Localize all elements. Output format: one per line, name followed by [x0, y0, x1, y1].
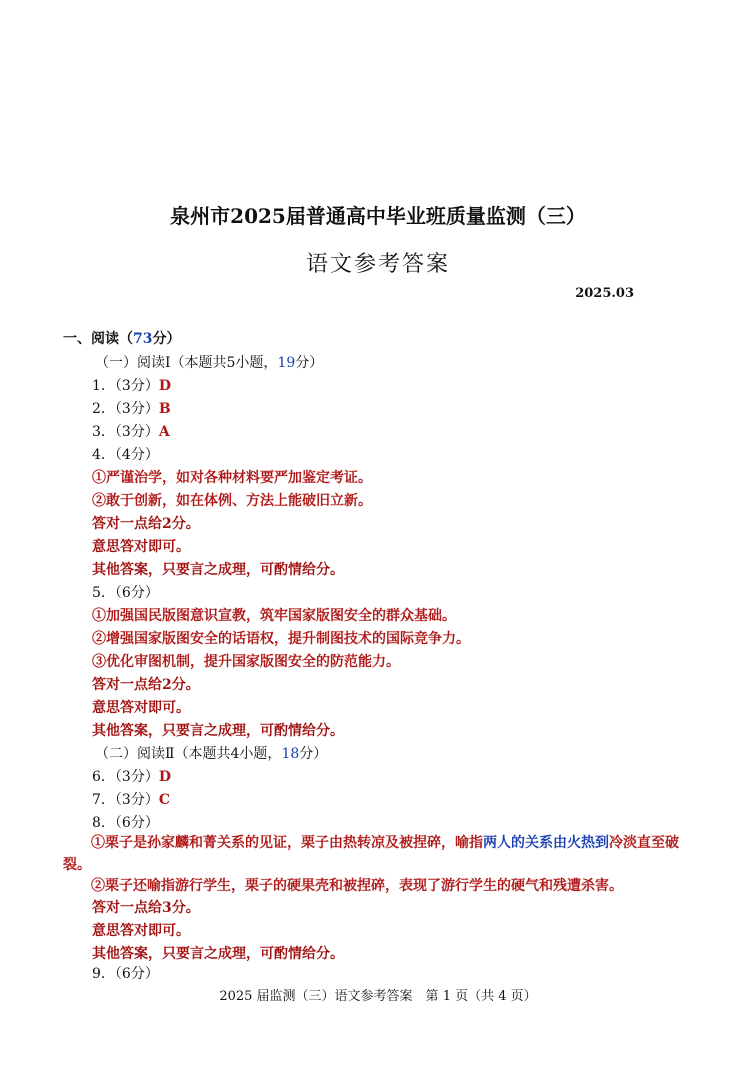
- answer-2: B: [158, 401, 171, 417]
- answer-6: D: [158, 769, 171, 785]
- page-subtitle: 语文参考答案: [305, 252, 450, 277]
- q8-note-2: 意思答对即可。: [92, 923, 190, 939]
- q4-note-3: 其他答案，只要言之成理，可酌情给分。: [92, 562, 344, 578]
- q4-point-1: ①严谨治学，如对各种材料要严加鉴定考证。: [92, 470, 372, 486]
- q8-highlight: 两人的关系由火热到: [483, 835, 609, 851]
- answer-7: C: [158, 792, 170, 808]
- q8-point-1: ①栗子是孙家麟和菁关系的见证，栗子由热转凉及被捏碎，喻指两人的关系由火热到冷淡直至破裂。: [63, 835, 679, 873]
- q5-point-3: ③优化审图机制，提升国家版图安全的防范能力。: [92, 654, 400, 670]
- answer-1: D: [158, 378, 171, 394]
- q8-note-1: 答对一点给3分。: [92, 900, 200, 916]
- q4-note-1: 答对一点给2分。: [92, 516, 200, 532]
- question-2: 2．（3分）B: [92, 401, 171, 417]
- question-8: 8．（6分）: [92, 815, 159, 831]
- question-7: 7．（3分）C: [92, 792, 170, 808]
- question-5: 5．（6分）: [92, 585, 159, 601]
- reading-2-score: 18: [281, 746, 300, 762]
- q5-point-1: ①加强国民版图意识宣教，筑牢国家版图安全的群众基础。: [92, 608, 456, 624]
- q5-point-2: ②增强国家版图安全的话语权，提升制图技术的国际竞争力。: [92, 631, 470, 647]
- q5-note-3: 其他答案，只要言之成理，可酌情给分。: [92, 723, 344, 739]
- question-9: 9．（6分）: [92, 966, 159, 982]
- exam-date: 2025.03: [575, 286, 634, 301]
- q4-note-2: 意思答对即可。: [92, 539, 190, 555]
- reading-1-score: 19: [277, 355, 296, 371]
- q4-point-2: ②敢于创新，如在体例、方法上能破旧立新。: [92, 493, 372, 509]
- page-footer: 2025 届监测（三）语文参考答案 第 1 页（共 4 页）: [219, 989, 537, 1004]
- q8-note-3: 其他答案，只要言之成理，可酌情给分。: [92, 946, 344, 962]
- answer-3: A: [158, 424, 170, 440]
- question-3: 3．（3分）A: [92, 424, 170, 440]
- question-4: 4．（4分）: [92, 447, 159, 463]
- reading-1-heading: （一）阅读Ⅰ（本题共5小题，19分）: [95, 355, 324, 371]
- page-title: 泉州市2025届普通高中毕业班质量监测（三）: [170, 204, 586, 228]
- reading-2-heading: （二）阅读Ⅱ（本题共4小题，18分）: [95, 746, 328, 762]
- q5-note-2: 意思答对即可。: [92, 700, 190, 716]
- q8-point-2: ②栗子还喻指游行学生，栗子的硬果壳和被捏碎，表现了游行学生的硬气和残遭杀害。: [91, 878, 623, 894]
- section-score: 73: [133, 331, 153, 347]
- question-1: 1．（3分）D: [92, 378, 171, 394]
- question-6: 6．（3分）D: [92, 769, 171, 785]
- q5-note-1: 答对一点给2分。: [92, 677, 200, 693]
- section-heading-reading: 一、阅读（73分）: [63, 331, 181, 347]
